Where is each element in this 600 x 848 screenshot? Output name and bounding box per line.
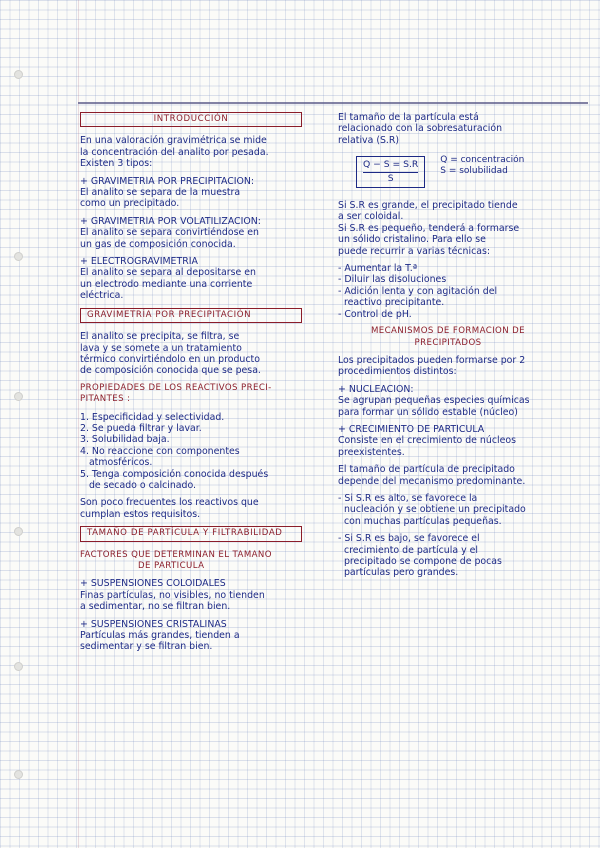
binder-hole bbox=[14, 70, 23, 79]
type-title: + SUSPENSIONES COLOIDALES bbox=[80, 578, 226, 590]
text-line: Se agrupan pequeñas especies químicas bbox=[338, 395, 530, 407]
top-rule bbox=[78, 102, 588, 104]
mechanisms-intro bbox=[338, 355, 558, 378]
text-line: lava y se somete a un tratamiento bbox=[80, 342, 242, 354]
text-line: El tamaño de la partícula está bbox=[338, 112, 479, 123]
properties-title bbox=[80, 383, 302, 406]
left-column bbox=[80, 112, 302, 659]
definition: Q = concentración bbox=[440, 155, 525, 166]
text-line: El analito se separa de la muestra bbox=[80, 187, 241, 199]
text-line: procedimientos distintos: bbox=[338, 366, 457, 378]
subheading-line: PITANTES : bbox=[80, 394, 131, 405]
type-title: + GRAVIMETRÍA POR VOLATILIZACIÓN: bbox=[80, 215, 261, 227]
text-line: partículas pero grandes. bbox=[338, 567, 459, 579]
text-line: eléctrica. bbox=[80, 290, 124, 302]
binder-hole bbox=[14, 252, 23, 261]
text-line: El analito se separa al depositarse en bbox=[80, 267, 256, 279]
text-line: Si S.R es pequeño, tenderá a formarse bbox=[338, 222, 520, 234]
formula-denominator: S bbox=[363, 172, 418, 184]
list-item: 5. Tenga composición conocida después bbox=[80, 468, 269, 480]
subheading-line: DE PARTÍCULA bbox=[138, 561, 205, 571]
type-precipitation bbox=[80, 176, 302, 210]
type-electrogravimetry bbox=[80, 256, 302, 302]
list-item: 2. Se pueda filtrar y lavar. bbox=[80, 422, 202, 434]
text-line: para formar un sólido estable (núcleo) bbox=[338, 406, 518, 418]
text-line: de composición conocida que se pesa. bbox=[80, 365, 261, 377]
text-line: Los precipitados pueden formarse por 2 bbox=[338, 354, 526, 366]
text-line: Consiste en el crecimiento de núcleos bbox=[338, 435, 516, 447]
text-line: como un precipitado. bbox=[80, 198, 180, 210]
text-line: cumplan estos requisitos. bbox=[80, 508, 201, 520]
margin-line bbox=[78, 0, 79, 848]
text-line: Existen 3 tipos: bbox=[80, 158, 153, 170]
subheading-line: MECANISMOS DE FORMACIÓN DE bbox=[370, 326, 525, 337]
binder-hole bbox=[14, 770, 23, 779]
list-item: reactivo precipitante. bbox=[338, 297, 445, 309]
text-line: sedimentar y se filtran bien. bbox=[80, 641, 213, 653]
text-line: con muchas partículas pequeñas. bbox=[338, 515, 502, 527]
binder-hole bbox=[14, 662, 23, 671]
factors-title bbox=[80, 550, 302, 573]
subheading-line: PRECIPITADOS bbox=[414, 337, 482, 348]
sr-paragraph bbox=[338, 200, 558, 257]
text-line: precipitado se compone de pocas bbox=[338, 556, 502, 567]
type-title: + GRAVIMETRÍA POR PRECIPITACIÓN: bbox=[80, 175, 255, 187]
binder-hole bbox=[14, 527, 23, 536]
text-line: térmico convirtiéndolo en un producto bbox=[80, 353, 260, 365]
list-item: - Aumentar la T.ª bbox=[338, 263, 418, 275]
text-line: a ser coloidal. bbox=[338, 211, 404, 223]
text-line: En una valoración gravimétrica se mide bbox=[80, 135, 267, 147]
text-line: crecimiento de partícula y el bbox=[338, 544, 478, 556]
binder-hole bbox=[14, 392, 23, 401]
list-item: 1. Especificidad y selectividad. bbox=[80, 411, 225, 423]
colloidal-suspensions bbox=[80, 578, 302, 612]
list-item: atmosféricos. bbox=[80, 457, 153, 469]
text-line: - Si S.R es alto, se favorece la bbox=[338, 492, 478, 504]
text-line: Si S.R es grande, el precipitado tiende bbox=[338, 200, 518, 212]
low-sr-bullet bbox=[338, 533, 558, 579]
text-line: un sólido cristalino. Para ello se bbox=[338, 234, 486, 246]
size-dependence bbox=[338, 464, 558, 487]
particle-size-heading: TAMAÑO DE PARTÍCULA Y FILTRABILIDAD bbox=[80, 526, 302, 541]
properties-list bbox=[80, 412, 302, 492]
list-item: 3. Solubilidad baja. bbox=[80, 434, 170, 446]
type-volatilization bbox=[80, 216, 302, 250]
intro-paragraph bbox=[80, 135, 302, 169]
text-line: Son poco frecuentes los reactivos que bbox=[80, 497, 259, 509]
text-line: depende del mecanismo predominante. bbox=[338, 475, 526, 487]
text-line: un electrodo mediante una corriente bbox=[80, 278, 253, 290]
list-item: - Adición lenta y con agitación del bbox=[338, 285, 498, 297]
subheading-line: FACTORES QUE DETERMINAN EL TAMAÑO bbox=[80, 549, 272, 560]
text-line: preexistentes. bbox=[338, 446, 405, 458]
intro-heading: INTRODUCCIÓN bbox=[80, 112, 302, 127]
precipitation-paragraph bbox=[80, 331, 302, 377]
text-line: puede recurrir a varias técnicas: bbox=[338, 245, 491, 257]
type-title: + CRECIMIENTO DE PARTÍCULA bbox=[338, 423, 485, 435]
text-line: un gas de composición conocida. bbox=[80, 238, 236, 250]
text-line: - Si S.R es bajo, se favorece el bbox=[338, 533, 480, 545]
text-line: El analito se precipita, se filtra, se bbox=[80, 331, 240, 343]
text-line: Finas partículas, no visibles, no tienden bbox=[80, 589, 265, 601]
right-column bbox=[338, 112, 558, 585]
list-item: - Diluir las disoluciones bbox=[338, 274, 447, 286]
techniques-list bbox=[338, 263, 558, 320]
crystalline-suspensions bbox=[80, 619, 302, 653]
formula-definitions bbox=[440, 155, 524, 177]
supersaturation-intro bbox=[338, 112, 558, 146]
text-line: El tamaño de partícula de precipitado bbox=[338, 464, 515, 476]
type-title: + SUSPENSIONES CRISTALINAS bbox=[80, 618, 227, 630]
text-line: la concentración del analito por pesada. bbox=[80, 146, 269, 158]
list-item: 4. No reaccione con componentes bbox=[80, 445, 240, 457]
text-line: Partículas más grandes, tienden a bbox=[80, 630, 240, 642]
text-line: relacionado con la sobresaturación bbox=[338, 123, 503, 135]
nucleation bbox=[338, 384, 558, 418]
list-item: de secado o calcinado. bbox=[80, 479, 197, 491]
high-sr-bullet bbox=[338, 493, 558, 527]
mechanisms-title bbox=[338, 326, 558, 349]
text-line: a sedimentar, no se filtran bien. bbox=[80, 601, 231, 613]
formula-block bbox=[338, 152, 558, 190]
text-line: El analito se separa convirtiéndose en bbox=[80, 227, 259, 239]
type-title: + NUCLEACIÓN: bbox=[338, 383, 414, 395]
formula-numerator: Q − S = S.R bbox=[363, 159, 419, 171]
text-line: relativa (S.R) bbox=[338, 134, 400, 146]
supersaturation-formula bbox=[356, 156, 425, 188]
particle-growth bbox=[338, 424, 558, 458]
type-title: + ELECTROGRAVIMETRÍA bbox=[80, 256, 198, 268]
precipitation-heading: GRAVIMETRÍA POR PRECIPITACIÓN bbox=[80, 308, 302, 323]
text-line: nucleación y se obtiene un precipitado bbox=[338, 504, 526, 516]
properties-closing bbox=[80, 497, 302, 520]
definition: S = solubilidad bbox=[440, 166, 508, 177]
subheading-line: PROPIEDADES DE LOS REACTIVOS PRECI- bbox=[80, 382, 272, 393]
list-item: - Control de pH. bbox=[338, 308, 412, 320]
